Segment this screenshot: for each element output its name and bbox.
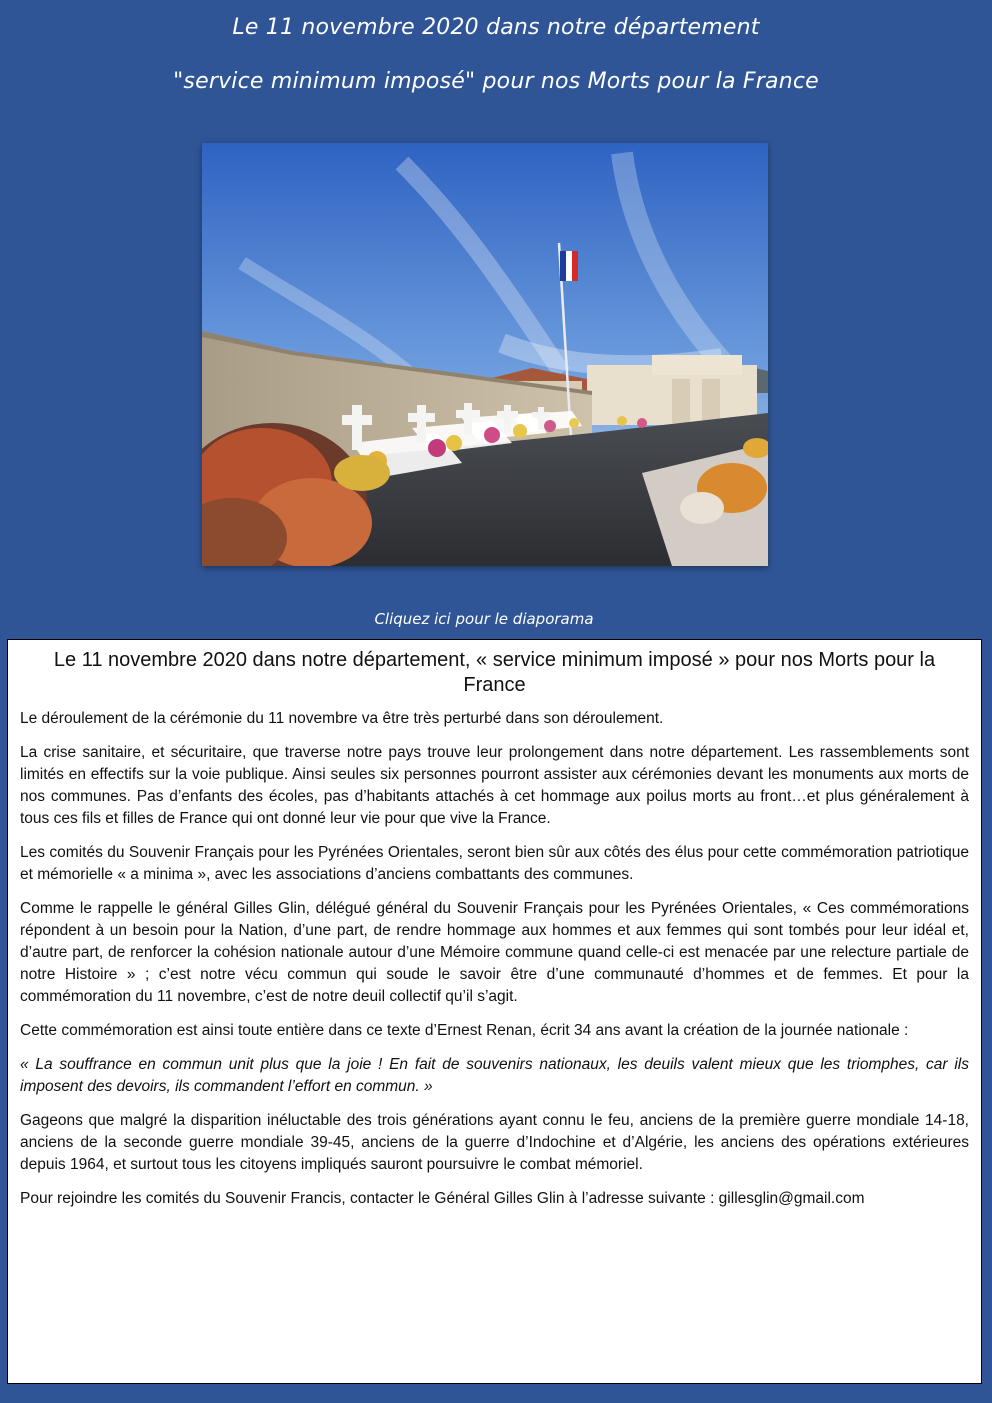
paragraph-committees: Les comités du Souvenir Français pour les Pyrénées Orientales, seront bien sûr aux côtés des élus pour cette commémoration patriotique et mémorielle « a minima », avec les associations d’anciens combattants des communes. xyxy=(20,844,969,883)
header-title-line2: "service minimum imposé" pour nos Morts pour la France xyxy=(173,69,819,94)
cemetery-photo[interactable] xyxy=(202,143,768,566)
header-title-line1: Le 11 novembre 2020 dans notre département xyxy=(232,15,760,40)
paragraph-generations: Gageons que malgré la disparition inéluctable des trois générations ayant connu le feu, anciens de la première guerre mondiale 14-18, anciens de la seconde guerre mondiale 39-45, anciens de la guerre d’Indochine et d’Algérie, les anciens des opérations extérieures depuis 1964, et surtout tous les citoyens impliqués sauront poursuivre le combat mémoriel. xyxy=(20,1112,969,1173)
paragraph-renan-quote: « La souffrance en commun unit plus que la joie ! En fait de souvenirs nationaux, les deuils valent mieux que les triomphes, car ils imposent des devoirs, ils commandent l’effort en commun. » xyxy=(20,1056,969,1095)
paragraph-general-quote: Comme le rappelle le général Gilles Glin, délégué général du Souvenir Français pour les Pyrénées Orientales, « Ces commémorations répondent à un besoin pour la Nation, d’une part, de rendre hommage aux hommes et aux femmes qui sont tombés pour leur idéal et, d’autre part, de renforcer la cohésion nationale autour d’une Mémoire commune quand celle-ci est menacée par une relecture partiale de notre Histoire » ; c’est notre vécu commun qui soude le savoir être d’une communauté d’hommes et de femmes. Et pour la commémoration du 11 novembre, c’est de notre deuil collectif qu’il s’agit. xyxy=(20,900,969,1005)
paragraph-contact: Pour rejoindre les comités du Souvenir Francis, contacter le Général Gilles Glin à l’adresse suivante : gillesglin@gmail.com xyxy=(20,1190,865,1207)
paragraph-crisis: La crise sanitaire, et sécuritaire, que traverse notre pays trouve leur prolongement dans notre département. Les rassemblements sont limités en effectifs sur la voie publique. Ainsi seules six personnes pourront assister aux cérémonies devant les monuments aux morts de nos communes. Pas d’enfants des écoles, pas d’habitants attachés à cet hommage aux poilus morts au front…et plus généralement à tous ces fils et filles de France qui ont donné leur vie pour que vive la France. xyxy=(20,744,969,827)
article-title: Le 11 novembre 2020 dans notre département, « service minimum imposé » pour nos Morts pour la France xyxy=(53,649,936,696)
slideshow-link[interactable]: Cliquez ici pour le diaporama xyxy=(374,610,594,628)
cemetery-photo-illustration xyxy=(202,143,768,566)
paragraph-renan-intro: Cette commémoration est ainsi toute entière dans ce texte d’Ernest Renan, écrit 34 ans avant la création de la journée nationale : xyxy=(20,1022,909,1039)
paragraph-intro: Le déroulement de la cérémonie du 11 novembre va être très perturbé dans son déroulement. xyxy=(20,710,664,727)
article-box xyxy=(7,639,982,1384)
